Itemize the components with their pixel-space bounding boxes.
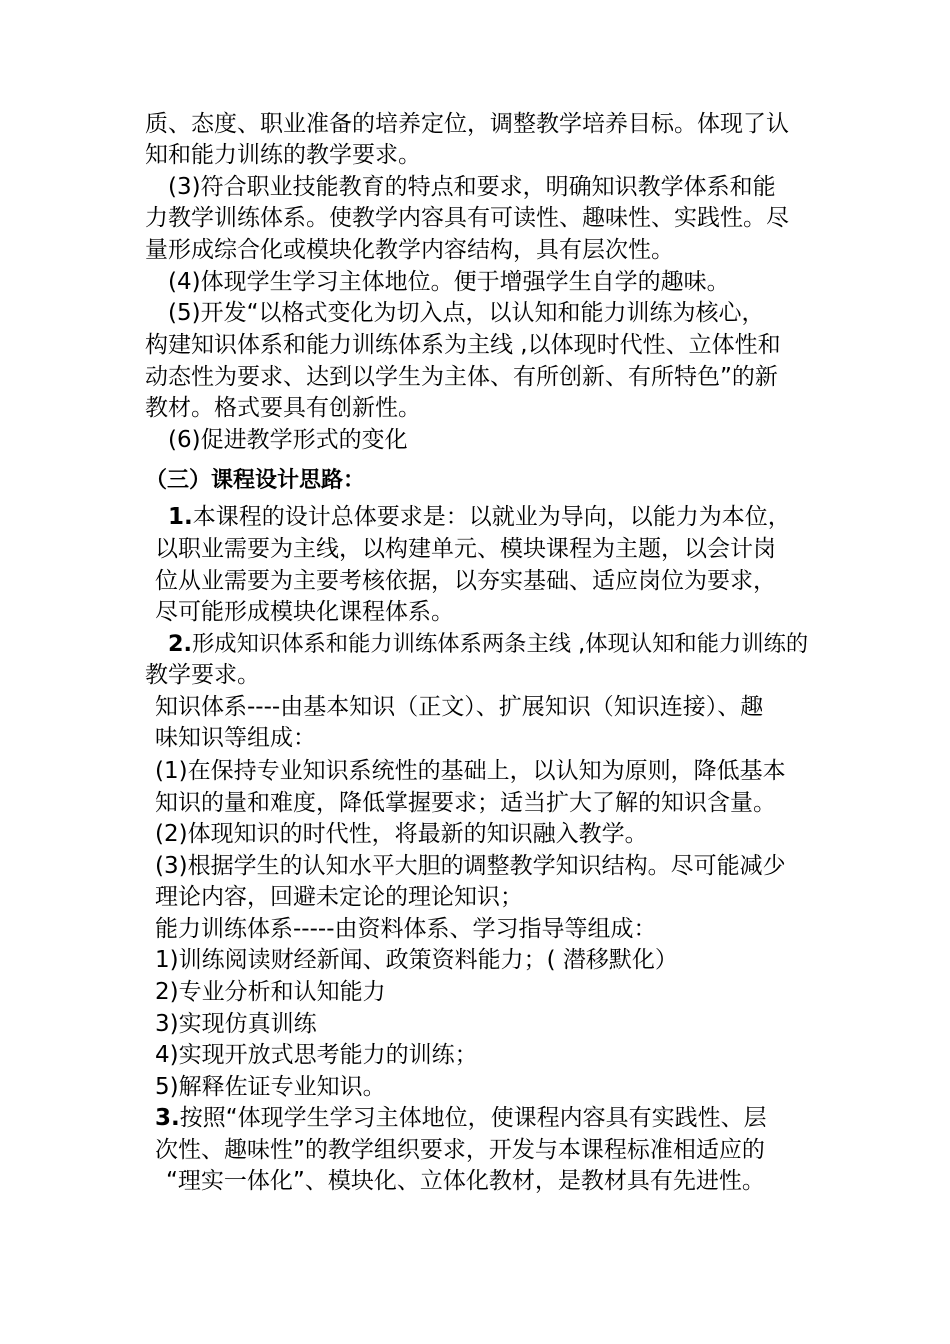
text-line: 次性、趣味性”的教学组织要求，开发与本课程标准相适应的: [155, 1137, 765, 1163]
text-line: 理论内容，回避未定论的理论知识；: [155, 884, 523, 910]
text-line: 质、态度、职业准备的培养定位，调整教学培养目标。体现了认: [145, 111, 789, 137]
numbered-item-3-line: [155, 1102, 767, 1134]
text-line: 尽可能形成模块化课程体系。: [155, 599, 454, 625]
text-line: (3)符合职业技能教育的特点和要求，明确知识教学体系和能: [168, 174, 776, 200]
text-line: 构建知识体系和能力训练体系为主线 ,以体现时代性、立体性和: [145, 332, 781, 358]
text-line: (3)根据学生的认知水平大胆的调整教学知识结构。尽可能减少: [155, 853, 786, 879]
text-line: 知识体系----由基本知识（正文）、扩展知识（知识连接）、趣: [155, 694, 764, 720]
text-line: 力教学训练体系。使教学内容具有可读性、趣味性、实践性。尽: [145, 205, 789, 231]
text-line: 5)解释佐证专业知识。: [155, 1074, 386, 1100]
text-line: 3)实现仿真训练: [155, 1011, 317, 1037]
text-line: 位从业需要为主要考核依据，以夯实基础、适应岗位为要求，: [155, 568, 776, 594]
text-line: (4)体现学生学习主体地位。便于增强学生自学的趣味。: [168, 269, 730, 295]
item-text: 本课程的设计总体要求是：以就业为导向，以能力为本位，: [192, 504, 791, 530]
text-line: (2)体现知识的时代性，将最新的知识融入教学。: [155, 821, 648, 847]
item-number: 1.: [168, 504, 193, 530]
text-line: 动态性为要求、达到以学生为主体、有所创新、有所特色”的新: [145, 364, 778, 390]
numbered-item-2-line: [168, 628, 808, 660]
numbered-item-1-line: [168, 501, 791, 533]
text-line: 知和能力训练的教学要求。: [145, 142, 421, 168]
text-line: 知识的量和难度，降低掌握要求；适当扩大了解的知识含量。: [155, 790, 776, 816]
text-line: 4)实现开放式思考能力的训练；: [155, 1042, 478, 1068]
text-line: (1)在保持专业知识系统性的基础上，以认知为原则，降低基本: [155, 758, 786, 784]
text-line: 教学要求。: [145, 662, 260, 688]
text-line: (6)促进教学形式的变化: [168, 427, 408, 453]
text-line: 教材。格式要具有创新性。: [145, 395, 421, 421]
text-line: 味知识等组成：: [155, 725, 316, 751]
text-line: 1)训练阅读财经新闻、政策资料能力；( 潜移默化）: [155, 947, 678, 973]
text-line: 2)专业分析和认知能力: [155, 979, 386, 1005]
text-line: 能力训练体系-----由资料体系、学习指导等组成：: [155, 916, 657, 942]
item-number: 2.: [168, 631, 192, 657]
item-number: 3.: [155, 1105, 180, 1131]
text-line: 以职业需要为主线，以构建单元、模块课程为主题，以会计岗: [155, 536, 776, 562]
text-line: “理实一体化”、模块化、立体化教材，是教材具有先进性。: [166, 1168, 765, 1194]
section-heading: （三）课程设计思路：: [145, 468, 366, 493]
item-text: 形成知识体系和能力训练体系两条主线 ,体现认知和能力训练的: [192, 631, 809, 657]
item-text: 按照“体现学生学习主体地位，使课程内容具有实践性、层: [179, 1105, 767, 1131]
text-line: 量形成综合化或模块化教学内容结构，具有层次性。: [145, 237, 674, 263]
text-line: (5)开发“以格式变化为切入点，以认知和能力训练为核心，: [168, 300, 765, 326]
